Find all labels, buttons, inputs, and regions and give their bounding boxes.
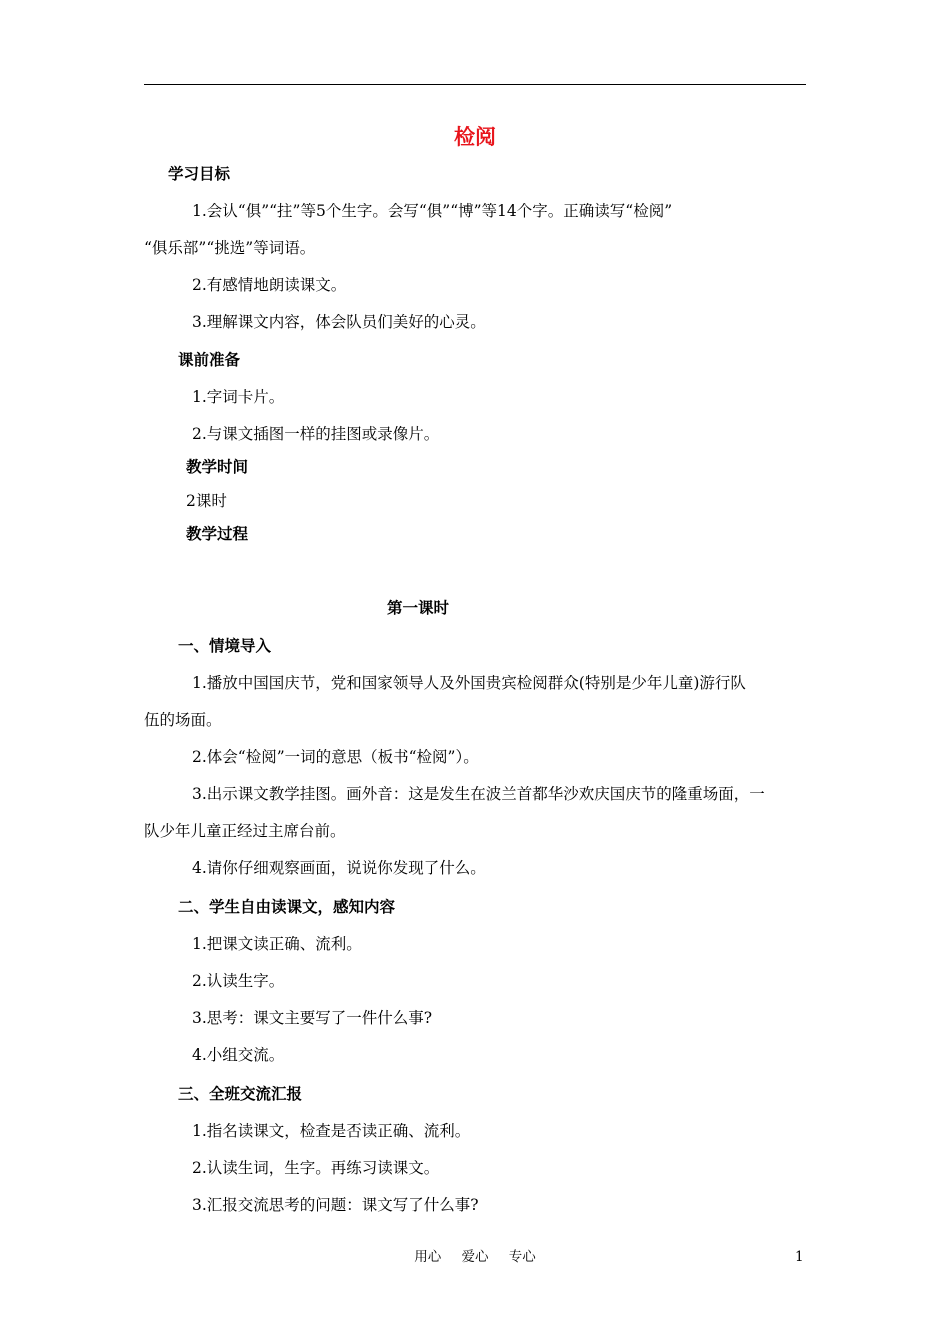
part-1-item-2: 2.体会“检阅”一词的意思（板书“检阅”）。 (192, 748, 479, 766)
part-3-heading: 三、全班交流汇报 (178, 1085, 303, 1103)
part-1-item-1-line-2: 伍的场面。 (144, 711, 222, 729)
part-2-item-4: 4.小组交流。 (192, 1046, 285, 1064)
part-2-item-2: 2.认读生字。 (192, 972, 285, 990)
part-3-item-1: 1.指名读课文，检查是否读正确、流利。 (192, 1122, 471, 1140)
part-2-item-1: 1.把课文读正确、流利。 (192, 935, 362, 953)
process-heading: 教学过程 (186, 525, 249, 543)
time-value: 2课时 (186, 492, 227, 510)
part-1-item-4: 4.请你仔细观察画面，说说你发现了什么。 (192, 859, 486, 877)
objective-item-2: 2.有感情地朗读课文。 (192, 276, 347, 294)
part-1-heading: 一、情境导入 (178, 637, 272, 655)
objective-item-1-line-1: 1.会认“俱”“拄”等5个生字。会写“俱”“博”等14个字。正确读写“检阅” (192, 202, 673, 220)
footer-motto-2: 爱心 (461, 1249, 489, 1265)
objective-item-3: 3.理解课文内容，体会队员们美好的心灵。 (192, 313, 486, 331)
preparation-item-2: 2.与课文插图一样的挂图或录像片。 (192, 425, 440, 443)
page-footer (0, 1248, 950, 1266)
part-1-item-3-line-1: 3.出示课文教学挂图。画外音：这是发生在波兰首都华沙欢庆国庆节的隆重场面，一 (192, 785, 765, 803)
document-title: 检阅 (454, 125, 496, 149)
preparation-heading: 课前准备 (178, 351, 241, 369)
part-3-item-3: 3.汇报交流思考的问题：课文写了什么事? (192, 1196, 479, 1214)
time-heading: 教学时间 (186, 458, 249, 476)
part-3-item-2: 2.认读生词，生字。再练习读课文。 (192, 1159, 440, 1177)
part-1-item-3-line-2: 队少年儿童正经过主席台前。 (144, 822, 346, 840)
objective-item-1-line-2: “俱乐部”“挑选”等词语。 (144, 239, 316, 257)
objectives-heading: 学习目标 (168, 165, 231, 183)
part-2-item-3: 3.思考：课文主要写了一件什么事? (192, 1009, 433, 1027)
footer-motto-3: 专心 (508, 1249, 536, 1265)
footer-motto-1: 用心 (414, 1249, 442, 1265)
preparation-item-1: 1.字词卡片。 (192, 388, 285, 406)
header-rule (144, 84, 806, 85)
part-1-item-1-line-1: 1.播放中国国庆节，党和国家领导人及外国贵宾检阅群众(特别是少年儿童)游行队 (192, 674, 746, 692)
part-2-heading: 二、学生自由读课文，感知内容 (178, 898, 396, 916)
page-number: 1 (795, 1249, 804, 1265)
lesson-1-heading: 第一课时 (387, 599, 450, 617)
